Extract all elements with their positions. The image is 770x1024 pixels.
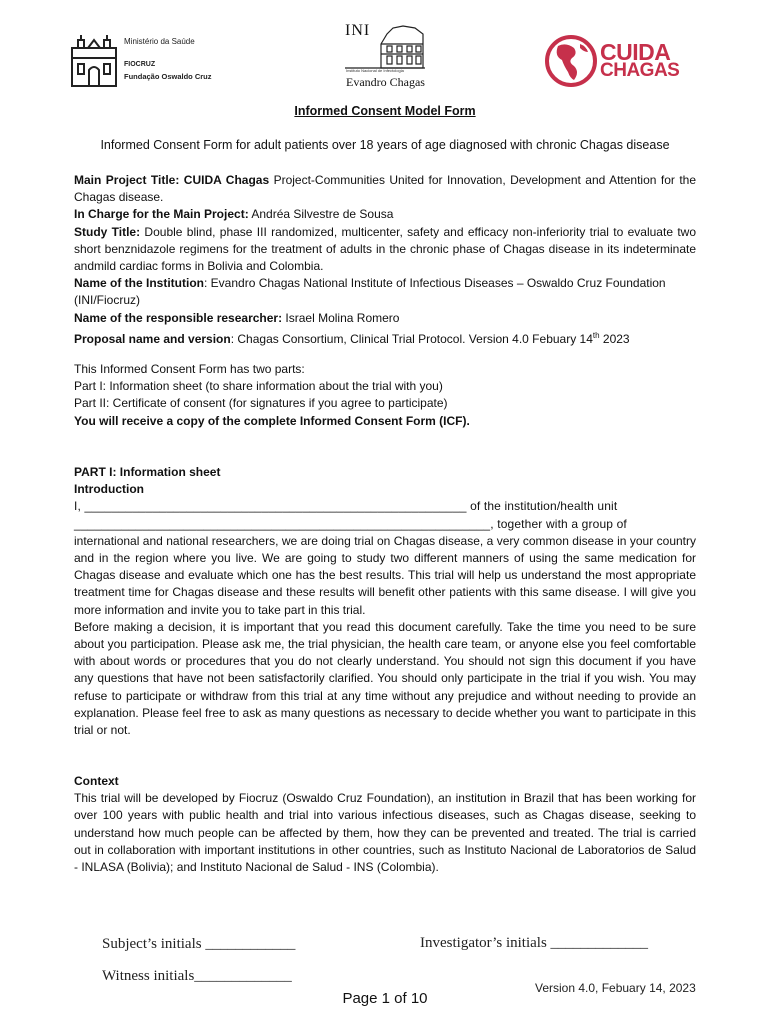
ini-label: INI [345,22,371,39]
institution-line [74,275,696,309]
introduction-heading: Introduction [74,482,144,497]
investigator-initials: Investigator’s initials _____________ [420,935,649,951]
intro-blank-line-2: _____________________________________________________________, together with a group of [74,516,627,531]
fiocruz-label: FIOCRUZ [124,61,156,68]
ini-building-icon [343,24,427,70]
intro-paragraph-1: international and national researchers, we are doing trial on Chagas disease, a very common disease in your country and in the region where you live. We are going to study two different manners of using the same medication for Chagas disease and evaluate which one has the best results. This trial will help us understand the most appropriate treatment time for Chagas disease and these results will benefit other patients with this same disease. I will give you more information and invite you to take part in this trial. [74,533,696,617]
subject-initials: Subject’s initials ____________ [102,936,296,952]
in-charge-line [74,206,696,223]
ini-name: Evandro Chagas [346,75,425,89]
ini-sub-label: Instituto Nacional de Infectologia [346,68,404,73]
institution-label: Name of the Institution [74,276,204,291]
document-title: Informed Consent Model Form [294,104,476,118]
part2-item: Part II: Certificate of consent (for signatures if you agree to participate) [74,396,448,411]
in-charge-label: In Charge for the Main Project: [74,207,249,222]
foundation-label: Fundação Oswaldo Cruz [124,72,212,81]
study-title-text: Double blind, phase III randomized, multicenter, safety and efficacy non-inferiority trial to evaluate two short benznidazole regimens for the treatment of adults in the chronic phase of Chagas disease in its indeterminate andmild cardiac forms in Bolivia and Colombia. [74,224,696,274]
intro-blank-line-1: I, ________________________________________________________ of the institution/health unit [74,499,618,514]
main-project-label: Main Project Title: CUIDA Chagas [74,173,270,187]
parts-list [74,361,696,430]
witness-initials: Witness initials_____________ [102,968,292,984]
context-paragraph: This trial will be developed by Fiocruz (Oswaldo Cruz Foundation), an institution in Brazil that has been working for over 100 years with public health and trial into various infectious diseases, such as Chagas disease, seeking to understand how much people can be affected by them, how they can be prevented and treated. The trial is carried out in collaboration with important institutions in other countries, such as Instituto Nacional de Laboratorios de Salud - INLASA (Bolivia); and Instituto Nacional de Salud - INS (Colombia). [74,791,696,875]
cuida-chagas-logo [544,34,694,90]
proposal-label: Proposal name and version [74,331,231,346]
proposal-text: : Chagas Consortium, Clinical Trial Protocol. Version 4.0 Febuary 14 [230,331,593,346]
chagas-label: CHAGAS [600,60,680,81]
ini-logo [340,22,430,92]
copy-notice: You will receive a copy of the complete Informed Consent Form (ICF). [74,413,470,428]
part1-heading: PART I: Information sheet [74,465,221,479]
part1-item: Part I: Information sheet (to share information about the trial with you) [74,379,443,394]
researcher-label: Name of the responsible researcher: [74,310,283,325]
researcher-line [74,310,696,327]
main-project-line [74,172,696,206]
proposal-line [74,327,696,348]
proposal-sup: th [592,330,600,340]
document-subtitle: Informed Consent Form for adult patients over 18 years of age diagnosed with chronic Chagas disease [100,138,670,152]
context-section [74,773,696,876]
page-number: Page 1 of 10 [342,990,428,1007]
institution-text: : Evandro Chagas National Institute of Infectious Diseases – Oswaldo Cruz Foundation (INI/Fiocruz) [74,276,666,308]
parts-intro: This Informed Consent Form has two parts: [74,362,305,376]
study-title-line [74,224,696,276]
in-charge-text: Andréa Silvestre de Sousa [248,207,394,222]
part1-section [74,464,696,739]
fiocruz-castle-icon [70,34,118,88]
project-info [74,172,696,348]
fiocruz-logo [70,32,240,90]
context-heading: Context [74,774,119,788]
version-footer: Version 4.0, Febuary 14, 2023 [535,981,696,995]
researcher-text: Israel Molina Romero [282,310,400,325]
ministry-label: Ministério da Saúde [124,37,195,46]
main-project-text: Project-Communities United for Innovation, Development and Attention for the Chagas disease. [74,173,697,205]
cuida-label: CUIDA [600,39,671,65]
study-title-label: Study Title: [74,224,141,239]
intro-paragraph-2: Before making a decision, it is important that you read this document carefully. Take the time you need to be sure about you participation. Please ask me, the trial physician, the health care team, or anyone else you feel comfortable with about words or procedures that you do not clearly understand. You should not sign this document if you have any questions that have not been satisfactorily clarified. You should only participate in the trial if you wish. You may refuse to participate or withdraw from this trial at any time without any prejudice and without needing to provide an explanation. Please feel free to ask as many questions as necessary to decide whether you want to participate in this trial or not. [74,619,696,738]
proposal-year: 2023 [599,331,630,346]
globe-americas-icon [544,34,598,88]
